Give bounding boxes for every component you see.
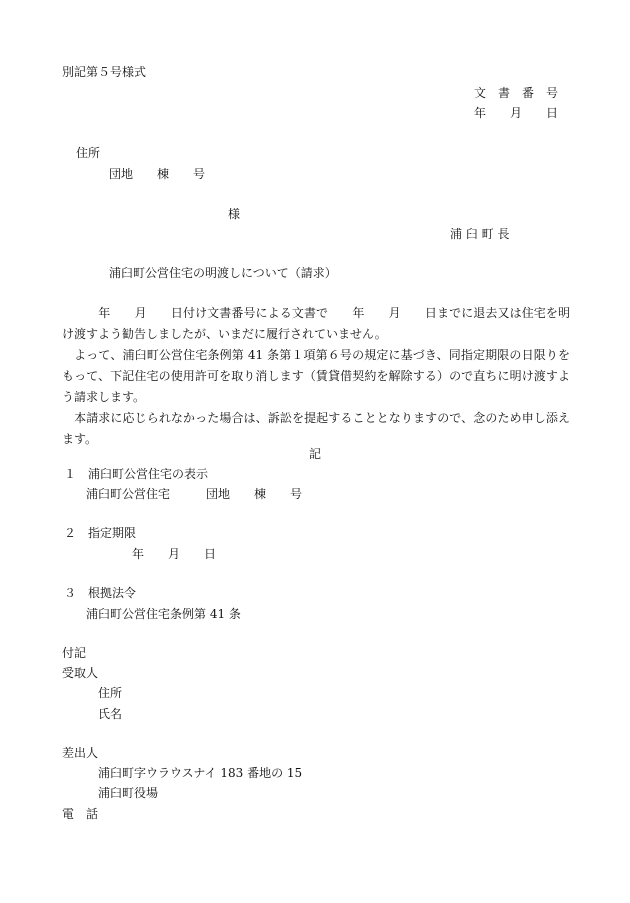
- recipient-address-label: 住所: [98, 686, 123, 700]
- body-paragraph-1: 年 月 日付け文書番号による文書で 年 月 日までに退去又は住宅を明け渡すよう勧告しましたが、いまだに履行されていません。: [62, 306, 570, 341]
- item-3-detail: 浦臼町公営住宅条例第 41 条: [86, 607, 241, 621]
- address-line: 団地 棟 号: [109, 167, 206, 181]
- recipient-label: 受取人: [62, 666, 99, 680]
- document-number-label: 文 書 番 号: [474, 86, 559, 100]
- item-2-detail: 年 月 日: [132, 547, 217, 561]
- ki-heading: 記: [309, 447, 322, 461]
- issue-date-line: 年 月 日: [474, 106, 559, 120]
- recipient-name-label: 氏名: [98, 707, 123, 721]
- item-3-heading: ３ 根拠法令: [64, 586, 137, 600]
- sender-office: 浦臼町役場: [98, 786, 159, 800]
- body-paragraph-2: よって、浦臼町公営住宅条例第 41 条第１項第６号の規定に基づき、同指定期限の日限りをもって、下記住宅の使用許可を取り消します（賃貸借契約を解除する）ので直ちに明け渡すよう請求します。: [62, 348, 570, 404]
- issuer-title: 浦 臼 町 長: [450, 227, 510, 241]
- address-label: 住所: [76, 146, 101, 160]
- document-subject: 浦臼町公営住宅の明渡しについて（請求）: [109, 266, 337, 280]
- appendix-label: 付記: [62, 646, 87, 660]
- honorific-sama: 様: [228, 207, 241, 221]
- sender-address: 浦臼町字ウラウスナイ 183 番地の 15: [98, 766, 303, 780]
- item-1-heading: １ 浦臼町公営住宅の表示: [64, 467, 209, 481]
- form-label: 別記第５号様式: [62, 65, 147, 79]
- phone-label: 電 話: [62, 807, 99, 821]
- item-1-detail: 浦臼町公営住宅 団地 棟 号: [86, 487, 303, 501]
- body-paragraph-3: 本請求に応じられなかった場合は、訴訟を提起することとなりますので、念のため申し添えます。: [62, 411, 570, 446]
- sender-label: 差出人: [62, 746, 99, 760]
- item-2-heading: ２ 指定期限: [64, 526, 137, 540]
